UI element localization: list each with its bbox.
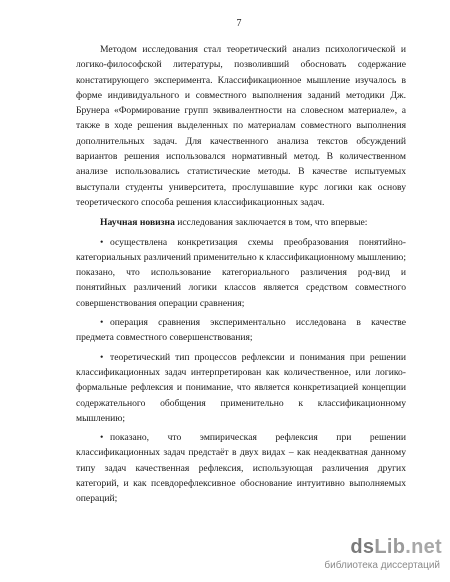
- watermark-subtitle: библиотека диссертаций: [324, 560, 440, 571]
- page-number: 7: [236, 18, 242, 29]
- novelty-paragraph: [76, 215, 406, 230]
- bullet-item-2: [76, 315, 406, 346]
- novelty-intro: исследования заключается в том, что впервые:: [174, 217, 368, 229]
- novelty-label: Научная новизна: [100, 217, 175, 229]
- bullet-text: показано, что эмпирическая рефлексия при решении классификационных задач предстаёт в двух видах – как неадекватная данному типу задач качественная рефлексия, использующая различения других категорий, и как псевдорефлексивное обоснование интуитивно выполняемых операций;: [76, 432, 406, 505]
- bullet-text: осуществлена конкретизация схемы преобразования понятийно-категориальных различений применительно к классификационному мышлению; показано, что использование категориального различения род-вид и понятийных различений логики классов является средством совместного совершенствования операции сравнения;: [76, 236, 406, 309]
- bullet-item-3: [76, 350, 406, 426]
- method-paragraph: Методом исследования стал теоретический анализ психологической и логико-философской литературы, позволивший обосновать содержание констатирующего эксперимента. Классификационное мышление изучалось в форме индивидуального и совместного выполнения заданий методики Дж. Брунера «Формирование групп эквивалентности на словесном материале», а также в ходе решения выделенных по материалам совместного выполнения дополнительных задач. Для качественного анализа текстов обсуждений вариантов решения использовался нормативный метод. В количественном анализе использовались статистические методы. В качестве испытуемых выступали студенты университета, прослушавшие курс логики как основу теоретического способа решения классификационных задач.: [76, 44, 406, 208]
- bullet-icon: •: [100, 432, 104, 444]
- bullet-item-4: [76, 430, 406, 506]
- bullet-icon: •: [100, 236, 104, 248]
- body-text: [76, 42, 406, 507]
- bullet-icon: •: [100, 317, 104, 329]
- bullet-item-1: [76, 235, 406, 311]
- bullet-text: теоретический тип процессов рефлексии и понимания при решении классификационных задач интерпретирован как количественное, или логико-формальные рефлексия и понимание, что является конкретизацией концепции содержательного обобщения применительно к классификационному мышлению;: [76, 351, 406, 424]
- bullet-icon: •: [100, 351, 104, 363]
- bullet-text: операция сравнения экспериментально исследована в качестве предмета совместного совершенствования;: [76, 317, 406, 344]
- dslib-logo: dsLib.net: [350, 536, 442, 558]
- dslib-watermark: [324, 536, 442, 576]
